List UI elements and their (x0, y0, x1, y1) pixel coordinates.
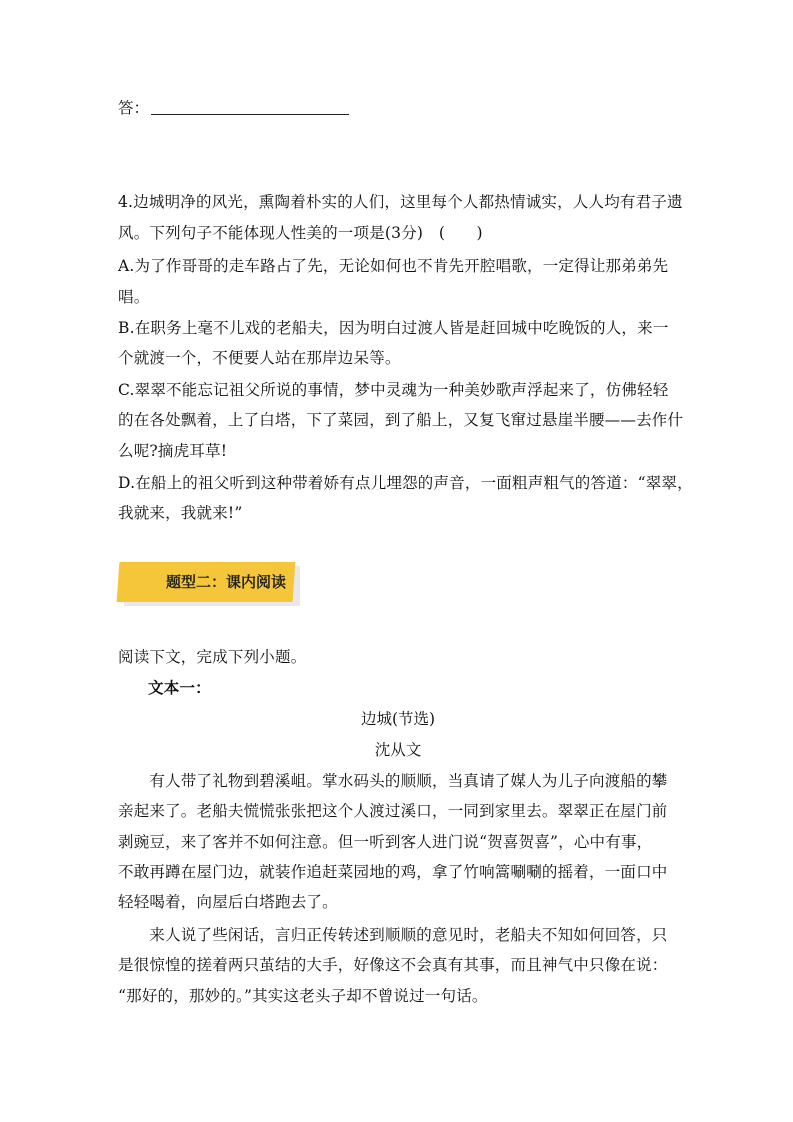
question-4-line-1: 4.边城明净的风光，熏陶着朴实的人们，这里每个人都热情诚实，人人均有君子遗 (118, 193, 683, 211)
option-d-line-2: 我就来，我就来!” (118, 504, 243, 522)
option-b-line-2: 个就渡一个，不便要人站在那岸边呆等。 (118, 349, 401, 367)
text-label: 文本一： (148, 678, 211, 697)
passage-line: 不敢再蹲在屋门边，就装作追赶菜园地的鸡，拿了竹响篙唰唰的摇着，一面口中 (118, 863, 668, 881)
option-c-line-3: 么呢?摘虎耳草! (118, 442, 228, 460)
answer-line (118, 96, 349, 118)
option-c-line-2: 的在各处飘着，上了白塔，下了菜园，到了船上，又复飞窜过悬崖半腰——去作什 (118, 411, 684, 429)
option-a-line-2: 唱。 (118, 288, 150, 306)
answer-blank[interactable] (151, 98, 349, 115)
question-4-line-2: 风。下列句子不能体现人性美的一项是(3分) ( ) (118, 224, 483, 242)
section-banner (118, 558, 304, 610)
passage-line: 轻轻喝着，向屋后白塔跑去了。 (118, 893, 338, 911)
section-title: 题型二：课内阅读 (162, 571, 290, 592)
answer-label: 答： (118, 99, 150, 117)
passage-line: 剥豌豆，来了客并不如何注意。但一听到客人进门说“贺喜贺喜”，心中有事， (118, 833, 653, 851)
passage-author: 沈从文 (374, 741, 422, 759)
passage-title: 边城(节选) (360, 710, 436, 728)
passage-line: 有人带了礼物到碧溪岨。掌水码头的顺顺，当真请了媒人为儿子向渡船的攀 (118, 772, 668, 790)
option-c-line-1: C.翠翠不能忘记祖父所说的事情，梦中灵魂为一种美妙歌声浮起来了，仿佛轻轻 (118, 381, 669, 399)
instruction-text: 阅读下文，完成下列小题。 (118, 648, 307, 666)
passage-line: 来人说了些闲话，言归正传转述到顺顺的意见时，老船夫不知如何回答，只 (118, 926, 668, 944)
option-b-line-1: B.在职务上毫不儿戏的老船夫，因为明白过渡人皆是赶回城中吃晚饭的人，来一 (118, 319, 669, 337)
passage-line: 亲起来了。老船夫慌慌张张把这个人渡过溪口，一同到家里去。翠翠正在屋门前 (118, 802, 668, 820)
passage-line: “那好的，那妙的。”其实这老头子却不曾说过一句话。 (118, 987, 488, 1005)
option-a-line-1: A.为了作哥哥的走车路占了先，无论如何也不肯先开腔唱歌，一定得让那弟弟先 (118, 257, 669, 275)
option-d-line-1: D.在船上的祖父听到这种带着娇有点儿埋怨的声音，一面粗声粗气的答道：“翠翠， (118, 474, 693, 492)
passage-line: 是很惊惶的搓着两只茧结的大手，好像这不会真有其事，而且神气中只像在说： (118, 956, 668, 974)
